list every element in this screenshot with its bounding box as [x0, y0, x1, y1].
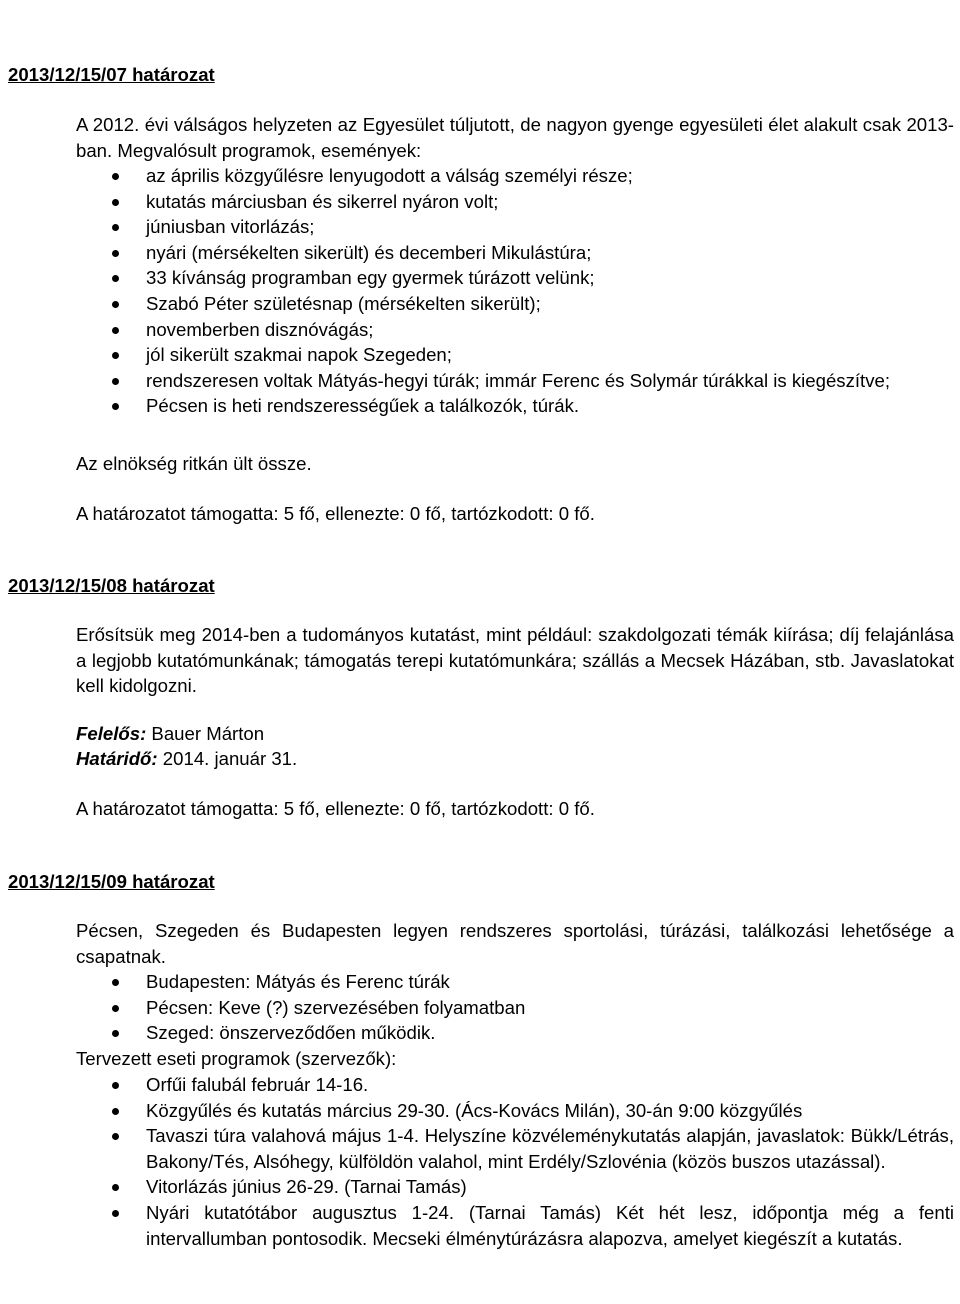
list-item: rendszeresen voltak Mátyás-hegyi túrák; immár Ferenc és Solymár túrákkal is kiegészítve;: [76, 368, 954, 394]
list-item: júniusban vitorlázás;: [76, 214, 954, 240]
bullet-icon: [112, 1184, 119, 1191]
bullet-icon: [112, 327, 119, 334]
bullet-icon: [112, 979, 119, 986]
list-item: Szeged: önszerveződően működik.: [76, 1020, 954, 1046]
list-item: 33 kívánság programban egy gyermek túrázott velünk;: [76, 265, 954, 291]
resolution-07-event-list: [76, 163, 954, 419]
planned-programs-label: Tervezett eseti programok (szervezők):: [76, 1048, 397, 1069]
bullet-icon: [112, 403, 119, 410]
bullet-icon: [112, 275, 119, 282]
bullet-icon: [112, 250, 119, 257]
resolution-heading-08: 2013/12/15/08 határozat: [8, 575, 215, 596]
resolution-09-intro: Pécsen, Szegeden és Budapesten legyen rendszeres sportolási, túrázási, találkozási lehetősége a csapatnak.: [76, 920, 954, 967]
list-item: Vitorlázás június 26-29. (Tarnai Tamás): [76, 1174, 954, 1200]
resolution-07-intro: A 2012. évi válságos helyzeten az Egyesület túljutott, de nagyon gyenge egyesületi élet alakult csak 2013-ban. Megvalósult programok, események:: [76, 114, 954, 161]
bullet-icon: [112, 1108, 119, 1115]
bullet-icon: [112, 1133, 119, 1140]
resolution-heading-07: 2013/12/15/07 határozat: [8, 64, 215, 85]
deadline-line: [76, 746, 954, 772]
bullet-icon: [112, 1005, 119, 1012]
list-item: az április közgyűlésre lenyugodott a válság személyi része;: [76, 163, 954, 189]
list-item: Közgyűlés és kutatás március 29-30. (Ács-Kovács Milán), 30-án 9:00 közgyűlés: [76, 1098, 954, 1124]
bullet-icon: [112, 1210, 119, 1217]
deadline-label: Határidő:: [76, 748, 158, 769]
bullet-icon: [112, 1082, 119, 1089]
resolution-07-closing: Az elnökség ritkán ült össze.: [76, 453, 312, 474]
resolution-07-vote: A határozatot támogatta: 5 fő, ellenezte: 0 fő, tartózkodott: 0 fő.: [76, 503, 595, 524]
list-item: Orfűi falubál február 14-16.: [76, 1072, 954, 1098]
list-item: jól sikerült szakmai napok Szegeden;: [76, 342, 954, 368]
list-item: Pécsen is heti rendszerességűek a találkozók, túrák.: [76, 393, 954, 419]
bullet-icon: [112, 301, 119, 308]
list-item: Szabó Péter születésnap (mérsékelten sikerült);: [76, 291, 954, 317]
list-item: novemberben disznóvágás;: [76, 317, 954, 343]
bullet-icon: [112, 224, 119, 231]
bullet-icon: [112, 352, 119, 359]
responsible-line: [76, 721, 954, 747]
list-item: Budapesten: Mátyás és Ferenc túrák: [76, 969, 954, 995]
bullet-icon: [112, 1030, 119, 1037]
resolution-heading-09: 2013/12/15/09 határozat: [8, 871, 215, 892]
responsible-value: Bauer Márton: [146, 723, 265, 744]
resolution-08-vote: A határozatot támogatta: 5 fő, ellenezte: 0 fő, tartózkodott: 0 fő.: [76, 798, 595, 819]
bullet-icon: [112, 173, 119, 180]
deadline-value: 2014. január 31.: [157, 748, 298, 769]
bullet-icon: [112, 199, 119, 206]
list-item: Nyári kutatótábor augusztus 1-24. (Tarnai Tamás) Két hét lesz, időpontja még a fenti intervallumban pontosodik. Mecseki élménytúrázásra alapozva, amelyet kiegészít a kutatás.: [76, 1200, 954, 1251]
list-item: nyári (mérsékelten sikerült) és decemberi Mikulástúra;: [76, 240, 954, 266]
planned-programs-list: [76, 1072, 954, 1251]
responsible-label: Felelős:: [76, 723, 147, 744]
bullet-icon: [112, 378, 119, 385]
list-item: Pécsen: Keve (?) szervezésében folyamatban: [76, 995, 954, 1021]
list-item: Tavaszi túra valahová május 1-4. Helyszíne közvéleménykutatás alapján, javaslatok: Bükk/Létrás, Bakony/Tés, Alsóhegy, külföldön valahol, mint Erdély/Szlovénia (közös buszos utazással).: [76, 1123, 954, 1174]
resolution-09-city-list: [76, 969, 954, 1046]
list-item: kutatás márciusban és sikerrel nyáron volt;: [76, 189, 954, 215]
resolution-08-body: Erősítsük meg 2014-ben a tudományos kutatást, mint például: szakdolgozati témák kiírása; díj felajánlása a legjobb kutatómunkának; támogatás terepi kutatómunkára; szállás a Mecsek Házában, stb. Javaslatokat kell kidolgozni.: [76, 624, 954, 697]
